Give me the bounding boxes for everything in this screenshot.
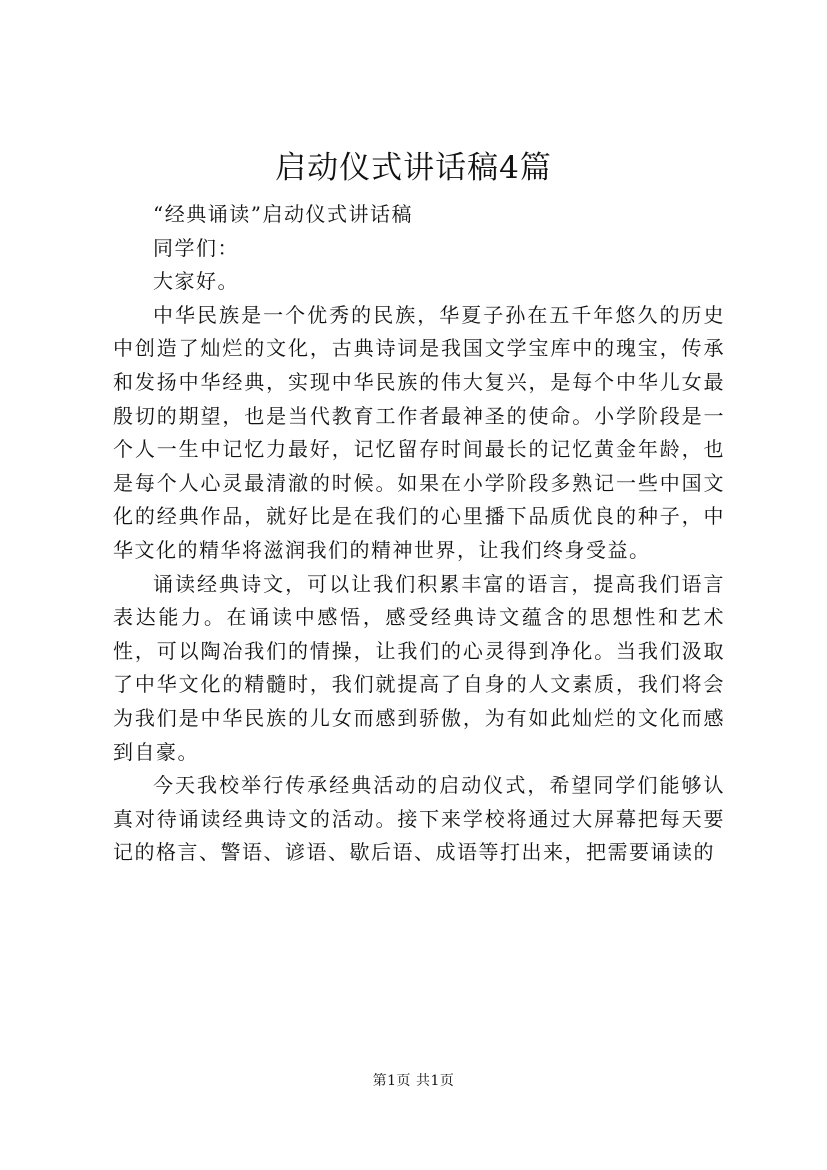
subtitle-paragraph: “经典诵读”启动仪式讲话稿 [153,202,413,226]
body-paragraph-2: 诵读经典诗文，可以让我们积累丰富的语言，提高我们语言表达能力。在诵读中感悟，感受经典诗文蕴含的思想性和艺术性，可以陶冶我们的情操，让我们的心灵得到净化。当我们汲取了中华文化的精髓时，我们就提高了自身的人文素质，我们将会为我们是中华民族的儿女而感到骄傲，为有如此灿烂的文化而感到自豪。 [113,571,725,764]
page-footer: 第1页 共1页 [372,1073,455,1089]
body-paragraph-3: 今天我校举行传承经典活动的启动仪式，希望同学们能够认真对待诵读经典诗文的活动。接下来学校将通过大屏幕把每天要记的格言、警语、谚语、歇后语、成语等打出来，把需要诵读的 [113,773,725,865]
document-body [113,198,725,870]
document-title: 启动仪式讲话稿4篇 [275,150,552,186]
greeting-paragraph: 大家好。 [153,269,239,294]
salutation-paragraph: 同学们： [153,235,239,260]
body-paragraph-1: 中华民族是一个优秀的民族，华夏子孙在五千年悠久的历史中创造了灿烂的文化，古典诗词是我国文学宝库中的瑰宝，传承和发扬中华经典，实现中华民族的伟大复兴，是每个中华儿女最殷切的期望，也是当代教育工作者最神圣的使命。小学阶段是一个人一生中记忆力最好，记忆留存时间最长的记忆黄金年龄，也是每个人心灵最清澈的时候。如果在小学阶段多熟记一些中国文化的经典作品，就好比是在我们的心里播下品质优良的种子，中华文化的精华将滋润我们的精神世界，让我们终身受益。 [113,302,725,562]
